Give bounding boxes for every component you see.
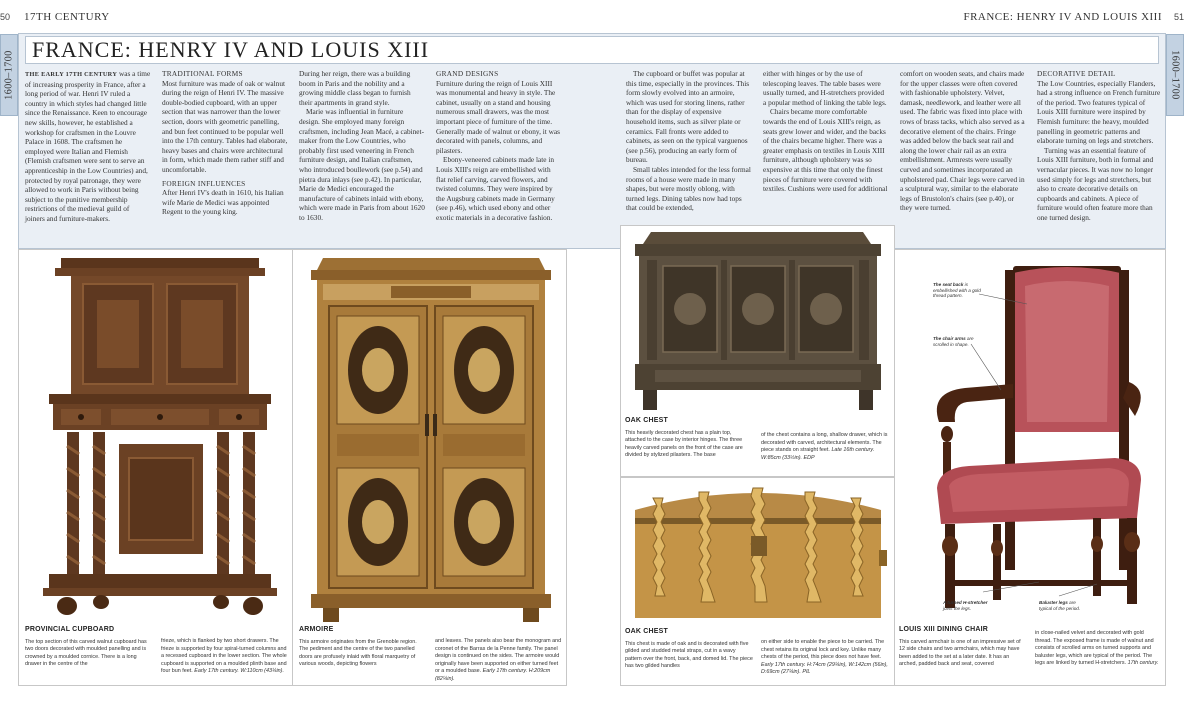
armoire-caption-a — [299, 626, 427, 669]
paragraph: Chairs became more comfortable towards the end of Louis XIII's reign, as seats grew lower and wider, and the backs of the chairs became higher. There was a greater emphasis on textiles in Louis XIII furniture, although upholstery was so expensive at this time that only the finest pieces of furniture were covered with textiles. Cushions were used for additional — [763, 107, 888, 194]
carved-oak-chest-image — [625, 228, 891, 414]
page-title: FRANCE: HENRY IV AND LOUIS XIII — [25, 36, 1159, 64]
oak-chest-1-caption-a — [625, 417, 753, 460]
intro-body: was a time of increasing prosperity in France, after a long period of war. Henri IV ruled a country in which styles had changed little since the Renaissance. Keen to encourage new skills, however, he established a workshop for craftsmen in the Louvre Palace in 1608. The craftsmen he employed were Italian and Flemish (Flemish craftsmen were sent to serve an apprenticeship in the Low Countries) and, protected by royal patronage, they were allowed to work in Paris without being subject to the punitive membership restrictions of the medieval guild of joiners and furniture-makers. — [25, 69, 151, 223]
armoire-image — [303, 254, 559, 626]
cupboard-caption-a — [25, 626, 153, 669]
oak-chest-panel-2 — [620, 477, 895, 686]
annotation-chair-arms — [933, 336, 983, 347]
annotation-chair-arms-text: are scrolled in shape. — [933, 336, 974, 347]
page-number-left: 50 — [0, 12, 11, 22]
paragraph: either with hinges or by the use of telescoping leaves. The table bases were usually turned, and H-stretchers provided a popular method of linking the table legs. — [763, 69, 887, 107]
text-column-5 — [626, 69, 752, 213]
paragraph: The Low Countries, especially Flanders, had a strong influence on French furniture of the period. Two features typical of Louis XIII furniture were inspired by Flemish furniture: the heavy, moulded panelling in geometric patterns and elaborate turning on legs and stretchers. — [1037, 78, 1161, 146]
annotation-seat-back — [933, 282, 983, 299]
paragraph: Small tables intended for the less formal rooms of a house were made in many shapes, but were mostly oblong, with turned legs. Dining tables now had tops that could be extended, — [626, 164, 751, 213]
armoire-caption-text-2: and leaves. The panels also bear the monogram and coronet of the Barras de la Penne family. The panel design is continued on the sides. The armoire would originally have been supported on either turned feet or a moulded base. — [435, 638, 562, 675]
cupboard-title: PROVINCIAL CUPBOARD — [25, 626, 115, 633]
text-column-3 — [299, 69, 425, 223]
cupboard-caption-text: The top section of this carved walnut cupboard has two doors decorated with moulded panelling and is crowned by a moulded cornice. There is a long drawer in the centre of the — [25, 638, 147, 668]
oak-chest-1-meta: Late 16th century. W:85cm (33½in). EDP — [761, 447, 875, 461]
paragraph: After Henri IV's death in 1610, his Italian wife Marie de Medici was appointed Regent to the young king. — [162, 188, 284, 217]
cupboard-panel — [18, 249, 293, 686]
text-column-6 — [763, 69, 889, 194]
dining-chair-image — [909, 262, 1153, 614]
paragraph: Most furniture was made of oak or walnut during the reign of Henri IV. The massive double-bodied cupboard, with an upper section that was narrower than the lower section, doors with geometric panelling, and bun feet continued to be popular well into the 17th century. Tables had elaborate, heavy bases and chairs were architectural in form, which made them rather stiff and uncomfortable. — [162, 78, 288, 174]
text-column-7 — [900, 69, 1026, 213]
annotation-h-stretcher-lead: A turned H-stretcher — [943, 600, 988, 605]
oak-chest-2-meta: Early 17th century. H:74cm (29¼in), W:142cm (56in), D:69cm (27¼in). PIL — [761, 661, 888, 676]
oak-chest-2-caption-a — [625, 628, 753, 671]
provincial-cupboard-image — [31, 254, 283, 626]
heading-foreign-influences: FOREIGN INFLUENCES — [162, 178, 246, 188]
oak-chest-2-caption-text: This chest is made of oak and is decorated with five gilded and studded metal straps, cut in a wavy pattern over the front, back, and domed lid. The piece has two gilded handles — [625, 640, 753, 670]
side-tab-left — [0, 34, 18, 116]
paragraph: Turning was an essential feature of Louis XIII furniture, both in formal and vernacular pieces. It was now no longer used simply for legs and stretchers, but also to create decorative details on cupboards and cabinets. A piece of furniture would often feature more than one turned design. — [1037, 145, 1154, 222]
annotation-baluster-legs — [1039, 600, 1089, 611]
oak-chest-2-title: OAK CHEST — [625, 628, 669, 635]
oak-chest-2-caption-b — [761, 639, 889, 677]
paragraph: Ebony-veneered cabinets made late in Louis XIII's reign are embellished with flat relief carving, carved flowers, and twisted columns. They were inspired by the Augsburg cabinets made in Germany (see p.46), which used ebony and other exotic materials in a decorative fashion. — [436, 155, 555, 222]
intro-lead: THE EARLY 17TH CENTURY — [25, 71, 118, 78]
chair-caption-text-2: in close-nailed velvet and decorated with gold thread. The exposed frame is made of walnut and consists of scrolled arms on turned supports and baluster legs, which are typical of the period. The legs are linked by turned H-stretchers. — [1035, 630, 1154, 667]
oak-chest-1-caption-text-2: of the chest contains a long, shallow drawer, which is decorated with carved, architectural elements. The piece stands on straight feet. — [761, 432, 888, 454]
paragraph: The cupboard or buffet was popular at this time, especially in the provinces. This form slowly evolved into an armoire, which was used for storing linens, rather than for the display of expensive household items, such as silver plate or ceramics. Fall fronts were added to cabinets, as seen on the typical varguenos (see p.56), producing an early form of bureau. — [626, 69, 750, 165]
page-number-right: 51 — [1173, 12, 1184, 22]
chair-title: LOUIS XIII DINING CHAIR — [899, 626, 988, 633]
annotation-h-stretcher — [943, 600, 993, 611]
running-head-left: 17TH CENTURY — [24, 11, 110, 23]
oak-chest-2-caption-text-2: on either side to enable the piece to be carried. The chest retains its original lock and key. Unlike many chests of the period, this piece does not have feet. — [761, 639, 885, 661]
annotation-h-stretcher-text: joins the legs. — [943, 605, 972, 611]
armoire-caption-b — [435, 638, 563, 684]
annotation-seat-back-lead: The seat back — [933, 282, 964, 287]
text-column-1 — [25, 69, 151, 224]
paragraph: comfort on wooden seats, and chairs made for the upper classes were often covered with fashionable upholstery. Velvet, damask, needlework, and leather were all used. The fabric was fixed into place with rows of brass tacks, which also served as a decorative element of the chairs. Fringe was added below the back seat rail and along the lower chair rail as an extra embellishment. Armrests were usually curved and sometimes incorporated an upholstered pad. Chair legs were carved in a sculptural way, similar to the elaborate legs of Brustolon's chairs (see p.40), or they were turned. — [900, 69, 1025, 213]
side-tab-right-label: 1600–1700 — [1169, 50, 1181, 100]
chair-caption-text: This carved armchair is one of an impressive set of 12 side chairs and two armchairs, which may have been added to the set at a later date. It has an arched, padded back and seat, covered — [899, 638, 1021, 668]
heading-traditional-forms: TRADITIONAL FORMS — [162, 69, 243, 78]
oak-chest-1-caption-b — [761, 432, 889, 462]
cupboard-meta: Early 17th century. W:110cm (43¼in). — [194, 668, 284, 675]
strapped-oak-chest-image — [625, 480, 891, 622]
side-tab-left-label: 1600–1700 — [3, 50, 15, 100]
text-column-2 — [162, 69, 288, 217]
oak-chest-panel-1 — [620, 225, 895, 477]
running-head-right: FRANCE: HENRY IV AND LOUIS XIII — [963, 11, 1162, 23]
intro-paragraph — [25, 69, 151, 224]
paragraph: Furniture during the reign of Louis XIII was monumental and heavy in style. The cabinet, usually on a stand and housing numerous small drawers, was the most important piece of furniture of the time. Generally made of walnut or ebony, it was decorated with panels, columns, and pilasters. — [436, 78, 560, 155]
chair-caption-a — [899, 626, 1027, 669]
heading-grand-designs: GRAND DESIGNS — [436, 69, 499, 78]
chair-panel — [894, 249, 1166, 686]
armoire-caption-text: This armoire originates from the Grenoble region. The pediment and the centre of the two panelled doors are profusely inlaid with floral marquetry of various woods, depicting flowers — [299, 638, 417, 668]
chair-meta: 17th century. — [1127, 660, 1159, 667]
text-column-8 — [1037, 69, 1161, 223]
paragraph: Marie was influential in furniture design. She employed many foreign craftsmen, including Jean Macé, a cabinet-maker from the Low Countries, who probably first used veneering in French furniture design, and Italian craftsmen, who introduced boullework (see p.54) and pietra dura inlays (see p.42). In particular, Marie de Medici encouraged the manufacture of cabinets inlaid with ebony, which were made in Paris from about 1620 to 1630. — [299, 107, 425, 222]
side-tab-right — [1166, 34, 1184, 116]
cupboard-caption-b — [161, 638, 289, 676]
paragraph: During her reign, there was a building boom in Paris and the nobility and a growing middle class began to furnish their apartments in grand style. — [299, 69, 411, 107]
annotation-baluster-legs-text: are typical of the period. — [1039, 600, 1081, 611]
text-column-4 — [436, 69, 562, 223]
armoire-title: ARMOIRE — [299, 626, 334, 633]
annotation-baluster-legs-lead: Baluster legs — [1039, 600, 1068, 605]
annotation-chair-arms-lead: The chair arms — [933, 336, 966, 341]
annotation-seat-back-text: is embellished with a gold thread pattern. — [933, 282, 981, 299]
chair-caption-b — [1035, 630, 1161, 668]
cupboard-caption-text-2: frieze, which is flanked by two short drawers. The frieze is supported by four spiral-turned columns and a recessed cupboard in the lower section. The whole cupboard is supported on a moulded plinth base and four bun feet. — [161, 638, 287, 675]
armoire-panel — [292, 249, 567, 686]
text-band — [18, 33, 1166, 249]
oak-chest-1-title: OAK CHEST — [625, 417, 669, 424]
oak-chest-1-caption-text: This heavily decorated chest has a plain top, attached to the case by interior hinges. The three heavily carved panels on the front of the case are divided by stylized pilasters. The base — [625, 429, 743, 459]
heading-decorative-detail: DECORATIVE DETAIL — [1037, 69, 1116, 78]
armoire-meta: Early 17th century. H:209cm (82¼in). — [435, 668, 551, 682]
